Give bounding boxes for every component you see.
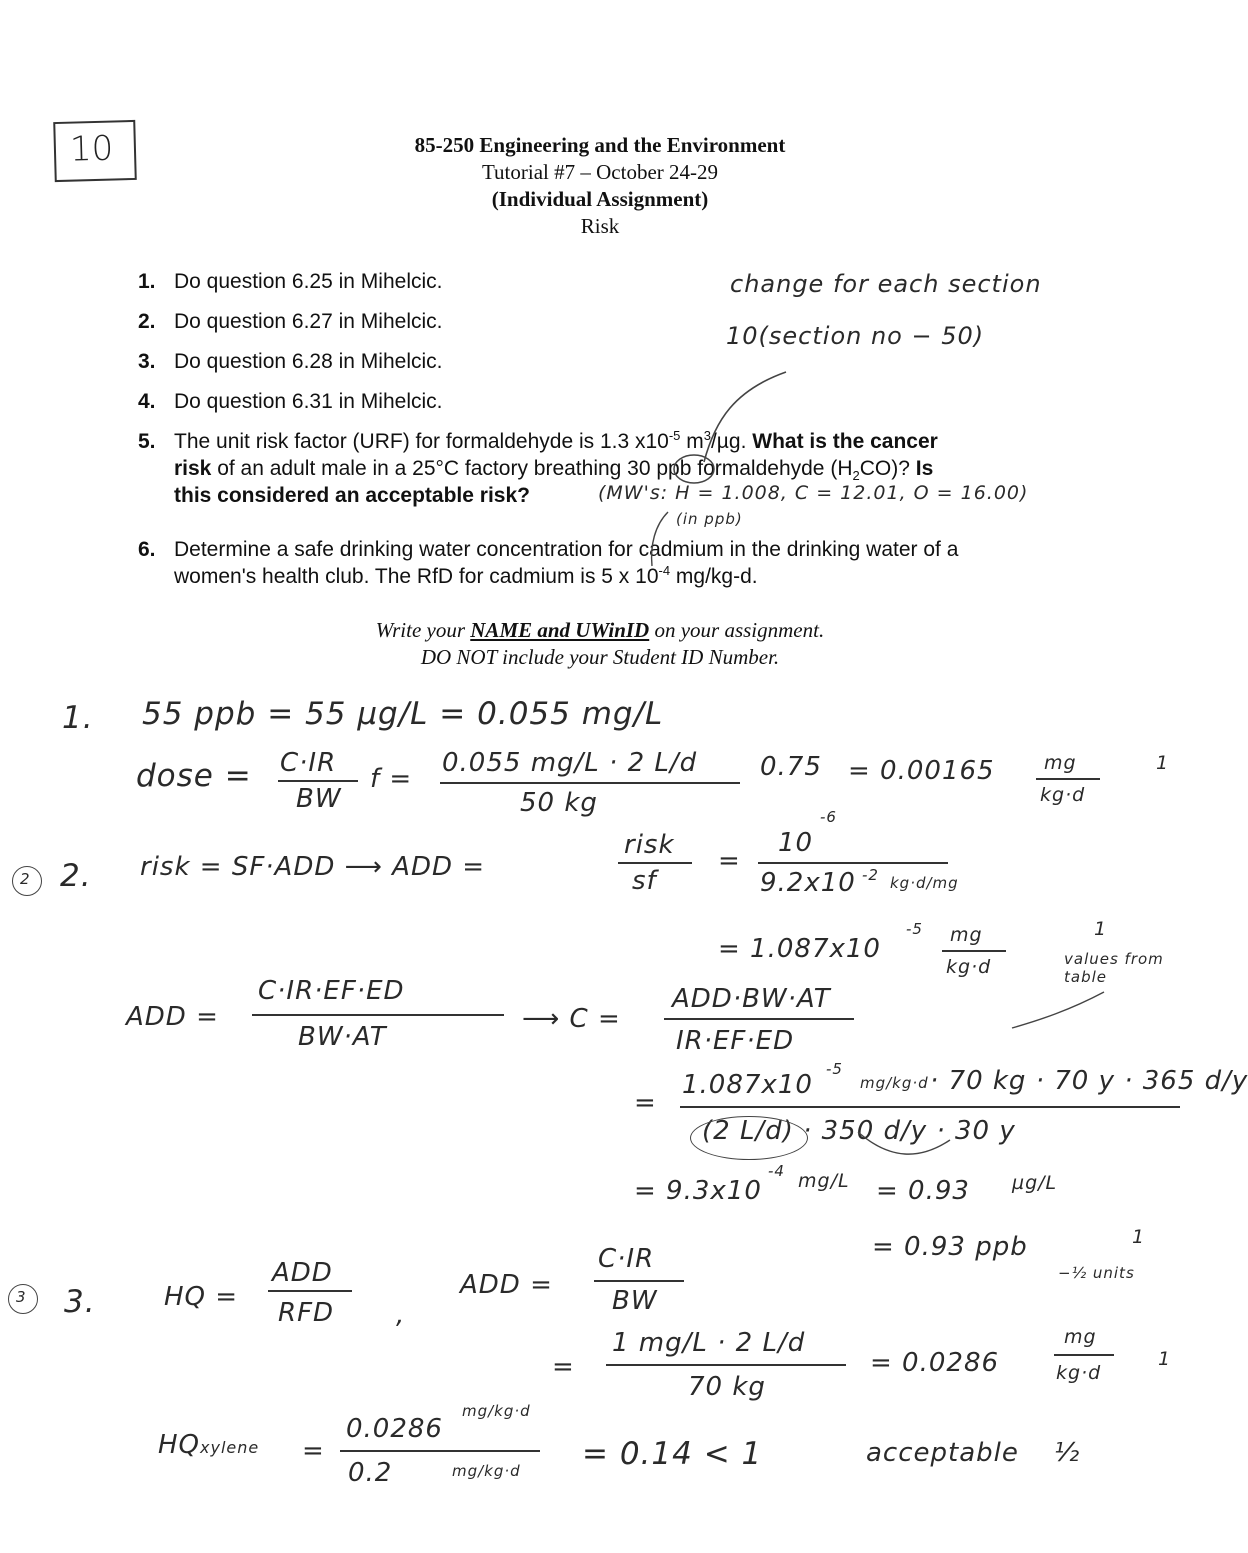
work-q1-calc-num: 0.055 mg/L · 2 L/d bbox=[442, 748, 698, 778]
work-q2-sub-num-unit: mg/kg·d bbox=[860, 1074, 929, 1092]
work-q3-half: ½ bbox=[1054, 1438, 1081, 1468]
work-q3-hq: HQ = bbox=[164, 1282, 239, 1312]
work-q2-values-note: values from table bbox=[1064, 950, 1164, 986]
work-q2-frac-den: sf bbox=[632, 866, 657, 896]
instructions-line-1: Write your NAME and UWinID on your assignment. bbox=[375, 618, 825, 642]
work-q2-sub-den: (2 L/d) · 350 d/y · 30 y bbox=[702, 1116, 1016, 1146]
work-q3-calc-den: 70 kg bbox=[688, 1372, 766, 1402]
question-text: Do question 6.31 in Mihelcic. bbox=[174, 390, 443, 413]
work-q2-val-exp: -6 bbox=[820, 808, 837, 826]
work-q2-frac-num: risk bbox=[624, 830, 675, 860]
work-q1-line1: 55 ppb = 55 µg/L = 0.055 mg/L bbox=[142, 696, 664, 732]
work-q3-hqx-den-unit: mg/kg·d bbox=[452, 1462, 521, 1480]
page-title: 85-250 Engineering and the Environment bbox=[414, 133, 786, 157]
work-q3-add-den: BW bbox=[612, 1286, 658, 1316]
score-box bbox=[53, 120, 137, 182]
work-q3-hq-den: RFD bbox=[278, 1298, 335, 1328]
work-q1-result: = 0.00165 bbox=[848, 756, 995, 786]
question-number: 1. bbox=[138, 270, 156, 293]
work-q3-add-num: C·IR bbox=[598, 1244, 655, 1274]
work-q1-calc-den: 50 kg bbox=[520, 788, 598, 818]
work-q2-label: 2. bbox=[60, 858, 92, 894]
q6-line-1: Determine a safe drinking water concentration for cadmium in the drinking water of a bbox=[174, 538, 959, 561]
q5-line-3: this considered an acceptable risk? bbox=[174, 484, 530, 507]
question-text bbox=[174, 536, 1054, 590]
work-q2-c-den: IR·EF·ED bbox=[676, 1026, 795, 1056]
instructions bbox=[300, 617, 900, 671]
work-q3-hqx-num: 0.0286 bbox=[346, 1414, 443, 1444]
question-number: 2. bbox=[138, 310, 156, 333]
question-number: 6. bbox=[138, 538, 156, 561]
work-q3-mark: 1 bbox=[1158, 1348, 1172, 1370]
work-q3-hq-num: ADD bbox=[272, 1258, 333, 1288]
work-q2-final: = 0.93 ppb bbox=[872, 1232, 1028, 1262]
instructions-line-2: DO NOT include your Student ID Number. bbox=[420, 645, 780, 669]
q5-line-2: risk of an adult male in a 25°C factory breathing 30 ppb formaldehyde $(H_2CO)$? Is bbox=[174, 457, 934, 484]
work-q2-add-result: = 1.087x10 bbox=[718, 934, 881, 964]
work-q3-acceptable: acceptable bbox=[866, 1438, 1019, 1468]
work-q2-add-num: C·IR·EF·ED bbox=[258, 976, 405, 1006]
work-q2-line: risk = SF·ADD ⟶ ADD = bbox=[140, 852, 486, 882]
mw-note: (MW's: H = 1.008, C = 12.01, O = 16.00) bbox=[598, 482, 1029, 504]
work-q3-comma: , bbox=[396, 1300, 406, 1330]
work-q1-frac-den: BW bbox=[296, 784, 342, 814]
question-text: Do question 6.27 in Mihelcic. bbox=[174, 310, 443, 333]
work-q1-unit-den: kg·d bbox=[1040, 784, 1086, 806]
question-number: 4. bbox=[138, 390, 156, 413]
work-q2-mark2: 1 bbox=[1132, 1226, 1146, 1248]
work-q2-c-num: ADD·BW·AT bbox=[672, 984, 831, 1014]
work-q2-c-unit: mg/L bbox=[798, 1170, 850, 1192]
ir-circle bbox=[690, 1116, 808, 1160]
work-q2-circle-num: 2 bbox=[20, 870, 31, 888]
assignment-type: (Individual Assignment) bbox=[491, 187, 709, 211]
work-q1-f: f = bbox=[370, 764, 413, 794]
work-q1-unit-num: mg bbox=[1044, 752, 1077, 774]
work-q3-hqx-den: 0.2 bbox=[348, 1458, 393, 1488]
work-q1-factor: 0.75 bbox=[760, 752, 822, 782]
work-q2-c-result: = 9.3x10 bbox=[634, 1176, 762, 1206]
work-q3-calc-num: 1 mg/L · 2 L/d bbox=[612, 1328, 806, 1358]
work-q3-add: ADD = bbox=[460, 1270, 553, 1300]
work-q2-half-units: −½ units bbox=[1058, 1264, 1135, 1282]
in-ppb-note: (in ppb) bbox=[676, 510, 743, 528]
work-q2-add-unit-den: kg·d bbox=[946, 956, 992, 978]
section-formula: 10(section no − 50) bbox=[726, 322, 985, 350]
work-q3-result-unit-den: kg·d bbox=[1056, 1362, 1102, 1384]
q5-line-1: The unit risk factor (URF) for formaldehyde is 1.3 $x10^{-5}$ $m^3/\mu g$. What is the cancer bbox=[174, 428, 938, 453]
work-q2-sub-num: 1.087x10 bbox=[682, 1070, 813, 1100]
work-q1-dose: dose = bbox=[136, 758, 252, 794]
work-q3-hqx-eq: = bbox=[302, 1436, 325, 1466]
work-q3-eq: = bbox=[552, 1352, 575, 1382]
work-q2-add-unit-num: mg bbox=[950, 924, 983, 946]
work-q2-add-den: BW·AT bbox=[298, 1022, 387, 1052]
work-q2-add-exp: -5 bbox=[906, 920, 923, 938]
question-number: 5. bbox=[138, 430, 156, 453]
work-q2-sub-num-rest: · 70 kg · 70 y · 365 d/y bbox=[930, 1066, 1248, 1096]
work-q2-mark1: 1 bbox=[1094, 918, 1108, 940]
work-q3-final: = 0.14 < 1 bbox=[582, 1436, 763, 1472]
topic: Risk bbox=[580, 214, 620, 238]
work-q3-label: 3. bbox=[64, 1284, 96, 1320]
work-q1-frac-num: C·IR bbox=[280, 748, 337, 778]
work-q2-val-den-exp: -2 bbox=[862, 866, 879, 884]
change-note: change for each section bbox=[730, 270, 1042, 298]
work-q2-c-unit2: µg/L bbox=[1012, 1172, 1058, 1194]
work-q2-add-lhs: ADD = bbox=[126, 1002, 219, 1032]
work-q3-result: = 0.0286 bbox=[870, 1348, 1000, 1378]
q6-line-2: women's health club. The RfD for cadmium is 5 x $10^{-4}$ mg/kg-d. bbox=[174, 563, 758, 588]
work-q3-result-unit-num: mg bbox=[1064, 1326, 1097, 1348]
work-q2-sub-num-exp: -5 bbox=[826, 1060, 843, 1078]
work-q3-circle-num: 3 bbox=[16, 1288, 27, 1306]
work-q2-val-den: 9.2x10 bbox=[760, 868, 856, 898]
question-text: Do question 6.25 in Mihelcic. bbox=[174, 270, 443, 293]
work-q2-c-result2: = 0.93 bbox=[876, 1176, 970, 1206]
work-q2-eq: = bbox=[718, 846, 741, 876]
work-q2-sub-eq: = bbox=[634, 1088, 657, 1118]
work-q2-c-exp: -4 bbox=[768, 1162, 785, 1180]
work-q3-hqx: HQxylene bbox=[158, 1430, 260, 1460]
work-q2-arrow: ⟶ C = bbox=[522, 1004, 621, 1034]
tutorial-line: Tutorial #7 – October 24-29 bbox=[481, 160, 719, 184]
header bbox=[300, 132, 900, 240]
work-q1-mark: 1 bbox=[1156, 752, 1170, 774]
question-number: 3. bbox=[138, 350, 156, 373]
work-q2-val-den-unit: kg·d/mg bbox=[890, 874, 959, 892]
work-q3-hqx-num-unit: mg/kg·d bbox=[462, 1402, 531, 1420]
work-q1-label: 1. bbox=[62, 700, 94, 736]
score-value: 10 bbox=[69, 128, 114, 170]
work-q2-val-num: 10 bbox=[778, 828, 814, 858]
question-text: Do question 6.28 in Mihelcic. bbox=[174, 350, 443, 373]
